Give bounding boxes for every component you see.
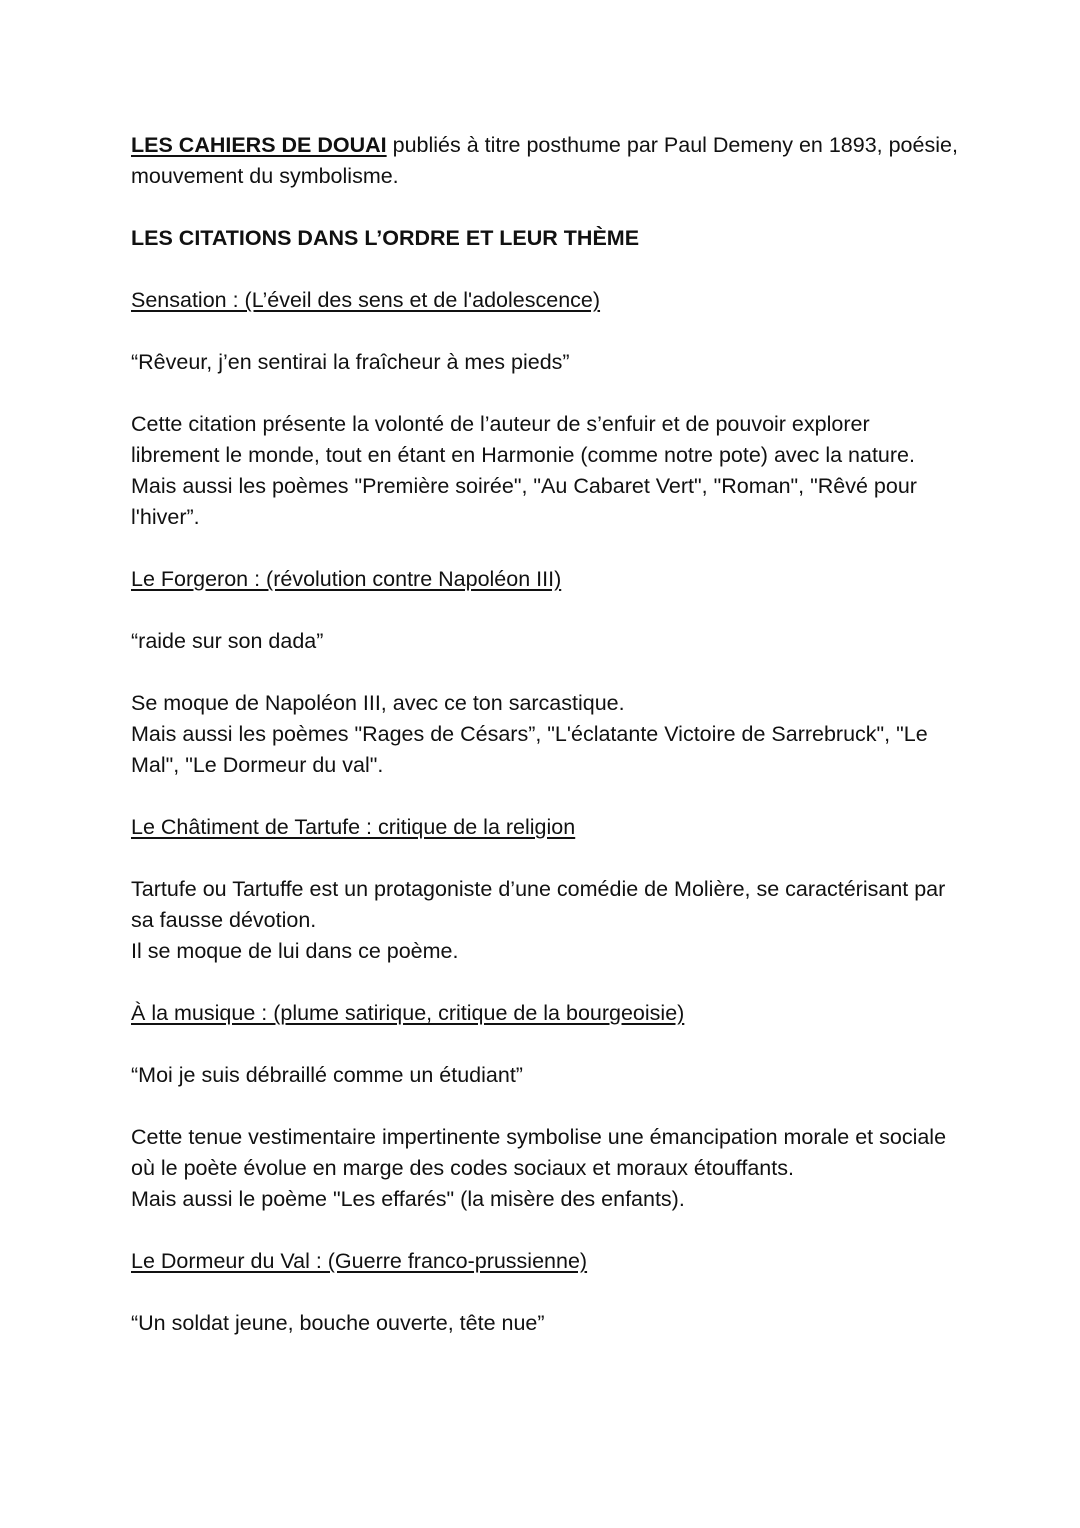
commentary-line: Se moque de Napoléon III, avec ce ton sarcastique. (131, 691, 625, 715)
commentary-sensation (131, 409, 961, 533)
intro-text: publiés à titre posthume par Paul Demeny en 1893, poésie, mouvement du symbolisme. (131, 133, 958, 188)
poem-title-musique: À la musique : (plume satirique, critique de la bourgeoisie) (131, 1001, 685, 1025)
commentary-line: Cette tenue vestimentaire impertinente symbolise une émancipation morale et sociale où le poète évolue en marge des codes sociaux et moraux étouffants. (131, 1125, 947, 1180)
commentary-tartufe (131, 874, 961, 967)
commentary-line: Mais aussi les poèmes "Première soirée", "Au Cabaret Vert", "Roman", "Rêvé pour l'hiver”. (131, 474, 917, 529)
quote-musique: “Moi je suis débraillé comme un étudiant” (131, 1063, 523, 1087)
quote-forgeron: “raide sur son dada” (131, 629, 324, 653)
work-title: LES CAHIERS DE DOUAI (131, 133, 387, 157)
section-heading: LES CITATIONS DANS L’ORDRE ET LEUR THÈME (131, 226, 640, 250)
quote-dormeur: “Un soldat jeune, bouche ouverte, tête nue” (131, 1311, 545, 1335)
commentary-line: Il se moque de lui dans ce poème. (131, 939, 459, 963)
commentary-line: Mais aussi le poème "Les effarés" (la misère des enfants). (131, 1187, 685, 1211)
intro-paragraph (131, 130, 961, 192)
commentary-line: Tartufe ou Tartuffe est un protagoniste d’une comédie de Molière, se caractérisant par sa fausse dévotion. (131, 877, 946, 932)
poem-title-sensation: Sensation : (L’éveil des sens et de l'adolescence) (131, 288, 601, 312)
document-content (131, 130, 961, 1370)
commentary-forgeron (131, 688, 961, 781)
commentary-line: Mais aussi les poèmes "Rages de Césars”, "L'éclatante Victoire de Sarrebruck", "Le Mal", "Le Dormeur du val". (131, 722, 928, 777)
commentary-line: Cette citation présente la volonté de l’auteur de s’enfuir et de pouvoir explorer librement le monde, tout en étant en Harmonie (comme notre pote) avec la nature. (131, 412, 915, 467)
quote-sensation: “Rêveur, j’en sentirai la fraîcheur à mes pieds” (131, 350, 570, 374)
poem-title-forgeron: Le Forgeron : (révolution contre Napoléon III) (131, 567, 562, 591)
commentary-musique (131, 1122, 961, 1215)
poem-title-tartufe: Le Châtiment de Tartufe : critique de la religion (131, 815, 576, 839)
poem-title-dormeur: Le Dormeur du Val : (Guerre franco-prussienne) (131, 1249, 588, 1273)
